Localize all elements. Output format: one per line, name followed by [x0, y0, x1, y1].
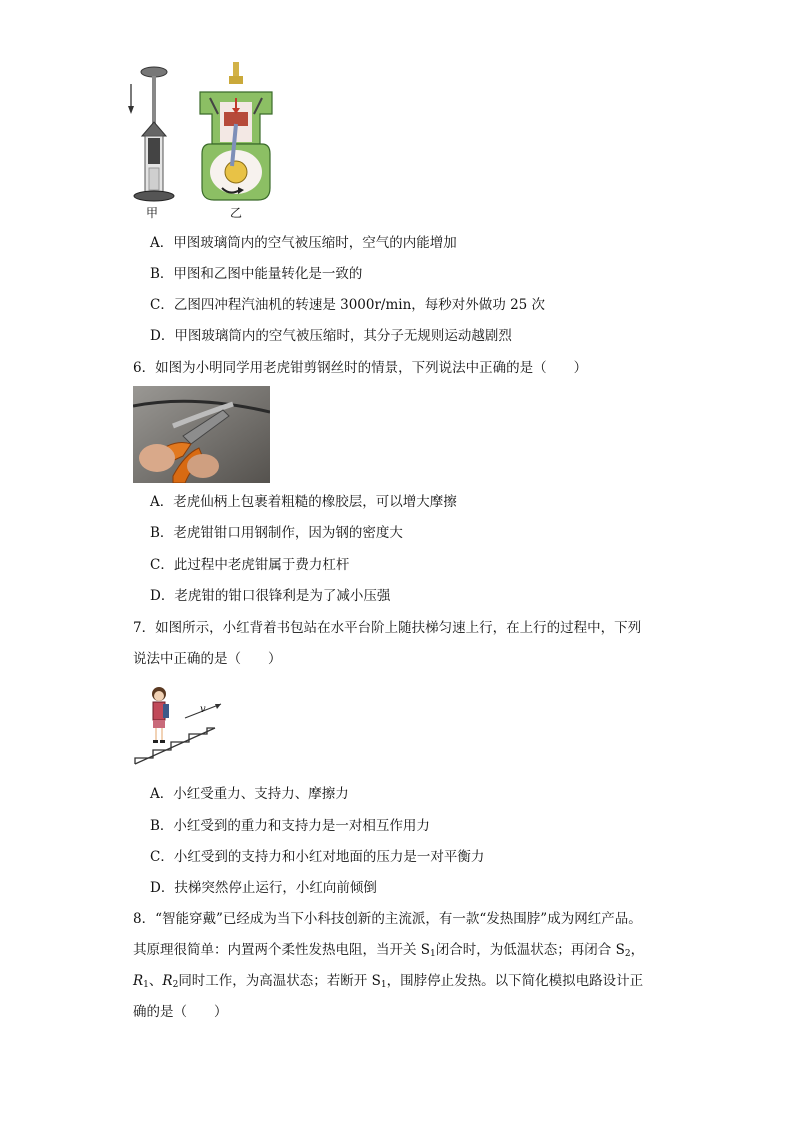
subscript: 1: [380, 980, 387, 990]
q8-text: 其原理很简单：内置两个柔性发热电阻，当开关 S: [133, 942, 431, 958]
q8-text: 闭合时，为低温状态；再闭合 S: [435, 942, 625, 958]
q7-option-a: A．小红受重力、支持力、摩擦力: [150, 786, 349, 802]
q5-option-a: A．甲图玻璃筒内的空气被压缩时，空气的内能增加: [150, 235, 457, 251]
velocity-label: v: [200, 704, 206, 715]
q8-text: ，围脖停止发热。以下简化模拟电路设计正: [386, 973, 644, 989]
q6-option-a: A．老虎仙柄上包裹着粗糙的橡胶层，可以增大摩擦: [150, 494, 457, 510]
q7-option-d: D．扶梯突然停止运行，小红向前倾倒: [150, 880, 377, 896]
q8-text: ，: [630, 942, 645, 958]
q5-option-b: B．甲图和乙图中能量转化是一致的: [150, 266, 363, 282]
subscript: 1: [143, 980, 149, 990]
q7-stem-line1: 7．如图所示，小红背着书包站在水平台阶上随扶梯匀速上行，在上行的过程中，下列: [133, 620, 642, 636]
q8-stem-line4: 确的是（ ）: [133, 1004, 228, 1020]
resistor-symbol: R: [133, 973, 144, 989]
figure-label-jia: 甲: [146, 206, 159, 220]
q7-stem-line2: 说法中正确的是（ ）: [133, 651, 282, 667]
q8-text: 、: [148, 973, 163, 989]
q5-option-d: D．甲图玻璃筒内的空气被压缩时，其分子无规则运动越剧烈: [150, 328, 512, 344]
subscript: 2: [624, 949, 631, 959]
q7-option-c: C．小红受到的支持力和小红对地面的压力是一对平衡力: [150, 849, 485, 865]
q8-stem-line2: [133, 940, 644, 964]
q7-option-b: B．小红受到的重力和支持力是一对相互作用力: [150, 818, 430, 834]
figure-label-yi: 乙: [230, 206, 243, 220]
q8-text: 同时工作，为高温状态；若断开 S: [178, 973, 381, 989]
q8-stem-line1: 8．“智能穿戴”已经成为当下小科技创新的主流派，有一款“发热围脖”成为网红产品。: [133, 911, 642, 927]
q6-option-c: C．此过程中老虎钳属于费力杠杆: [150, 557, 350, 573]
q5-option-c: C．乙图四冲程汽油机的转速是 3000r/min，每秒对外做功 25 次: [150, 297, 546, 313]
q6-option-b: B．老虎钳钳口用钢制作，因为钢的密度大: [150, 525, 403, 541]
pliers-photo: [133, 386, 270, 483]
engine-figure: [196, 62, 276, 206]
resistor-symbol: R: [162, 973, 173, 989]
q6-stem: 6．如图为小明同学用老虎钳剪钢丝时的情景，下列说法中正确的是（ ）: [133, 360, 588, 376]
subscript: 2: [172, 980, 179, 990]
escalator-figure: [133, 682, 225, 766]
q8-stem-line3: [133, 971, 643, 995]
syringe-figure: [128, 64, 180, 206]
q6-option-d: D．老虎钳的钳口很锋利是为了减小压强: [150, 588, 391, 604]
subscript: 1: [430, 949, 436, 959]
